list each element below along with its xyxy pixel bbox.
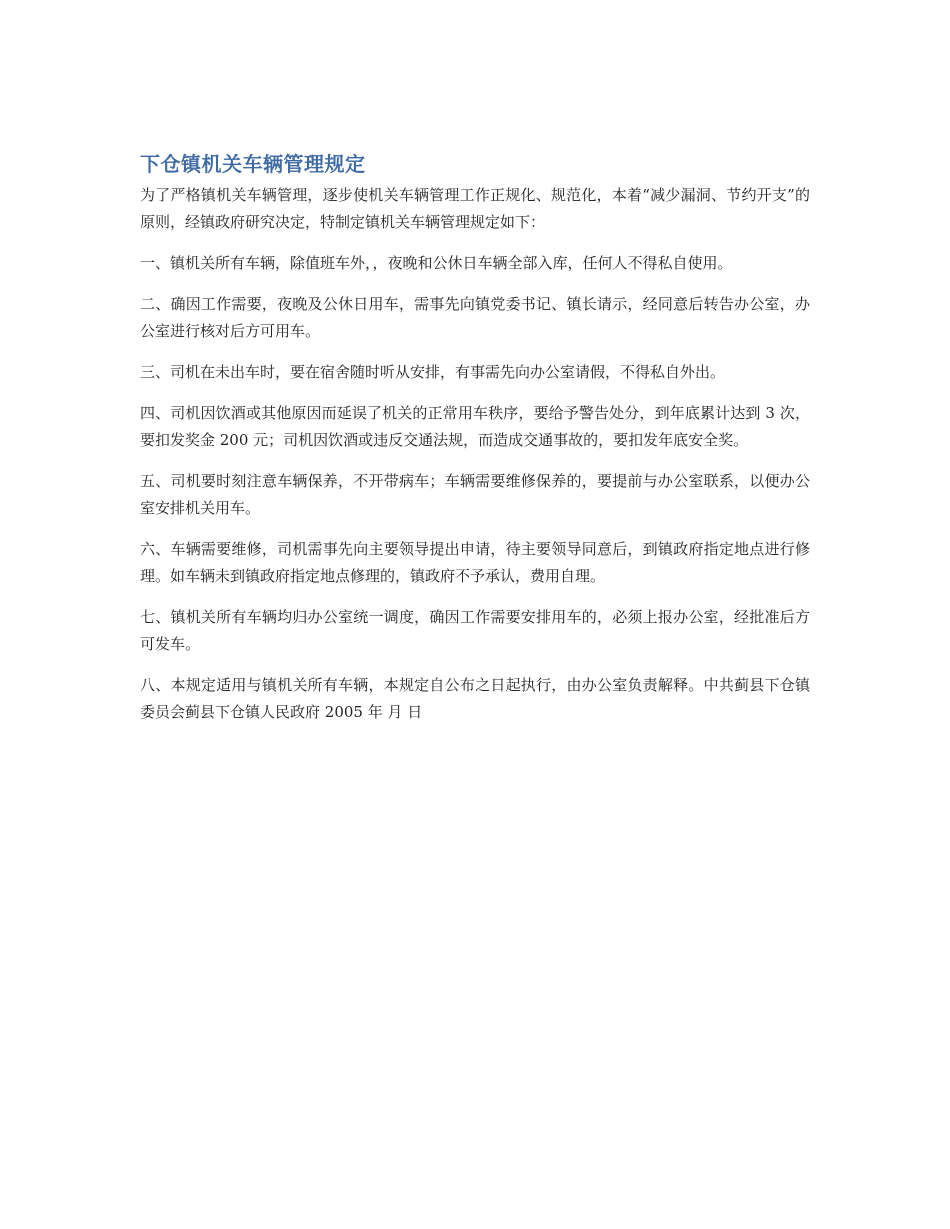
clause-5: 五、司机要时刻注意车辆保养，不开带病车；车辆需要维修保养的，要提前与办公室联系，以便办公室安排机关用车。 bbox=[140, 472, 810, 517]
intro-paragraph: 为了严格镇机关车辆管理，逐步使机关车辆管理工作正规化、规范化，本着“减少漏洞、节约开支”的原则，经镇政府研究决定，特制定镇机关车辆管理规定如下： bbox=[140, 186, 810, 231]
clause-4: 四、司机因饮酒或其他原因而延误了机关的正常用车秩序，要给予警告处分，到年底累计达到 3 次，要扣发奖金 200 元；司机因饮酒或违反交通法规，而造成交通事故的，要扣发年底安全奖。 bbox=[140, 404, 810, 449]
clause-1: 一、镇机关所有车辆，除值班车外，，夜晚和公休日车辆全部入库，任何人不得私自使用。 bbox=[140, 254, 733, 272]
clause-6: 六、车辆需要维修，司机需事先向主要领导提出申请，待主要领导同意后，到镇政府指定地点进行修理。如车辆未到镇政府指定地点修理的，镇政府不予承认，费用自理。 bbox=[140, 540, 810, 585]
clause-8: 八、本规定适用与镇机关所有车辆，本规定自公布之日起执行，由办公室负责解释。中共蓟县下仓镇委员会蓟县下仓镇人民政府 2005 年 月 日 bbox=[140, 676, 810, 721]
clause-7: 七、镇机关所有车辆均归办公室统一调度，确因工作需要安排用车的，必须上报办公室，经批准后方可发车。 bbox=[140, 608, 810, 653]
clause-3: 三、司机在未出车时，要在宿舍随时听从安排，有事需先向办公室请假，不得私自外出。 bbox=[140, 363, 726, 381]
document-title: 下仓镇机关车辆管理规定 bbox=[140, 152, 366, 176]
clause-2: 二、确因工作需要，夜晚及公休日用车，需事先向镇党委书记、镇长请示，经同意后转告办公室，办公室进行核对后方可用车。 bbox=[140, 295, 810, 340]
